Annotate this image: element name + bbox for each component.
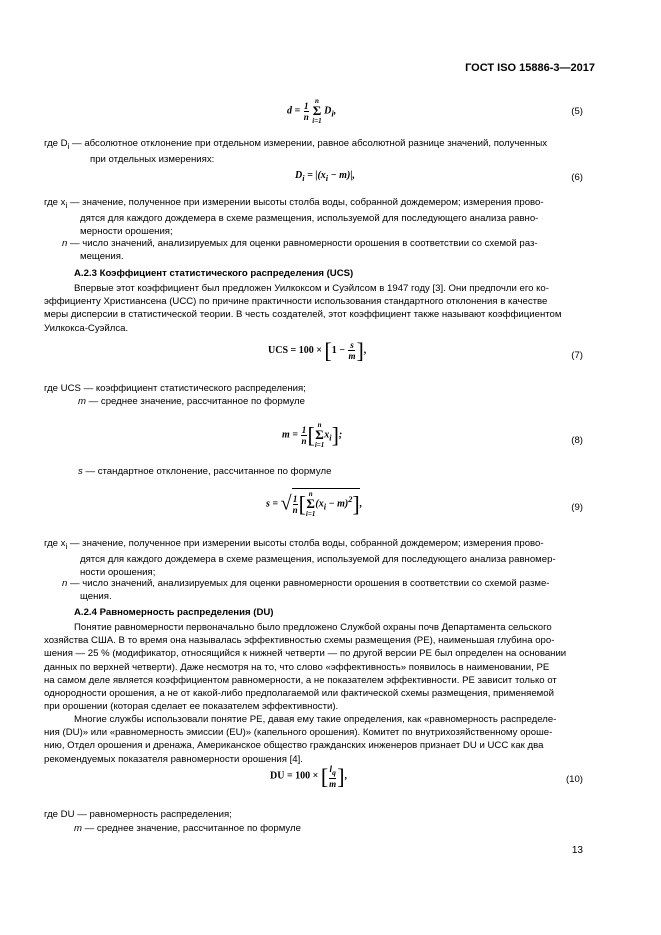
equation-number-9: (9) xyxy=(571,502,583,513)
paragraph-a24-2: Многие службы использовали понятие PE, давая ему такие определения, как «равномерность распределе- ния (DU)» или «равномерность эмиссии (EU)» (капельного орошения). Комитет по внутрихозяйственному ороше- нию, Отдел орошения и дренажа, Американское общество гражданских инженеров признает DU и UCC как два рекомендуемых показателя равномерности орошения [4]. xyxy=(44,714,557,765)
equation-6: $D_i = |(x_i - m)|$, xyxy=(295,170,355,183)
equation-number-8: (8) xyxy=(571,435,583,446)
definition-xi-1: где $x_i$ — значение, полученное при измерении высоты столба воды, собранной дождемером; измерения прово- дятся для каждого дождемера в схеме размещения, используемой для последующего анализа равно- мерности орошения; xyxy=(44,197,544,238)
equation-number-10: (10) xyxy=(565,774,583,785)
equation-9: s = √ $\frac{1}{n}$ [ n Σ i=1 $(x_i - m)^2$], xyxy=(266,490,363,518)
paragraph-a23: Впервые этот коэффициент был предложен Уилкоксом и Суэйлсом в 1947 году [3]. Они предпочли его ко- эффициенту Христиансена (UCC) по причине практичности использования стандартного отклонения в качестве меры дисперсии в статистической теории. В честь создателей, этот коэффициент также называют коэффициентом Уилкокса-Суэйлса. xyxy=(44,283,562,334)
section-a24-title: А.2.4 Равномерность распределения (DU) xyxy=(74,607,274,618)
equation-5: d = $\frac{1}{n}$ n Σ i=1 $D_i$, xyxy=(287,97,337,125)
standard-header: ГОСТ ISO 15886-3—2017 xyxy=(465,62,595,74)
definition-s: s — стандартное отклонение, рассчитанное по формуле xyxy=(78,466,332,477)
equation-10: DU = 100 × [ $\frac{l_q}{m}$ ], xyxy=(270,763,348,789)
equation-number-6: (6) xyxy=(571,172,583,183)
paragraph-a24-1: Понятие равномерности первоначально было предложено Службой охраны почв Департамента сельского хозяйства США. В то время она называлась эффективностью схемы размещения (PE), наименьшая глубина оро- шения — 25 % (модификатор, относящийся к нижней четверти — по другой версии PE был определен на основании данных по верхней четверти). Даже несмотря на то, что слово «эффективность» появилось в наименовании, PE на самом деле является коэффициентом равномерности, а не показателем эффективности. PE зависит только от однородности орошения, а не от какой-либо предполагаемой или фактической схемы размещения, применяемой при орошении (которая сделает ее показателем эффективности). xyxy=(44,622,567,713)
equation-number-5: (5) xyxy=(571,106,583,117)
definition-Di: где $D_i$ — абсолютное отклонение при отдельном измерении, равное абсолютной разнице значений, полученных при отдельных измерениях: xyxy=(44,138,548,166)
definition-ucs: где UCS — коэффициент статистического распределения; xyxy=(44,383,306,394)
definition-xi-2: где $x_i$ — значение, полученное при измерении высоты столба воды, собранной дождемером; измерения прово- дятся для каждого дождемера в схеме размещения, используемой для последующего анализа равномер- ности орошения; xyxy=(44,538,556,579)
definition-n-2: n — число значений, анализируемых для оценки равномерности орошения в соответствии со схемой разме- щения. xyxy=(62,578,550,603)
definition-n-1: n — число значений, анализируемых для оценки равномерности орошения в соответствии со схемой раз- мещения. xyxy=(62,238,538,263)
page-number: 13 xyxy=(571,845,583,856)
equation-8: m = $\frac{1}{n}$ [ n Σ i=1 $x_i$]; xyxy=(282,421,343,449)
definition-m-2: m — среднее значение, рассчитанное по формуле xyxy=(74,823,301,834)
definition-du: где DU — равномерность распределения; xyxy=(44,809,232,820)
equation-7: UCS = 100 × [1 − $\frac{s}{m}$ ], xyxy=(268,337,367,363)
equation-number-7: (7) xyxy=(571,350,583,361)
definition-m-1: m — среднее значение, рассчитанное по формуле xyxy=(78,396,305,407)
section-a23-title: А.2.3 Коэффициент статистического распределения (UCS) xyxy=(74,268,354,279)
